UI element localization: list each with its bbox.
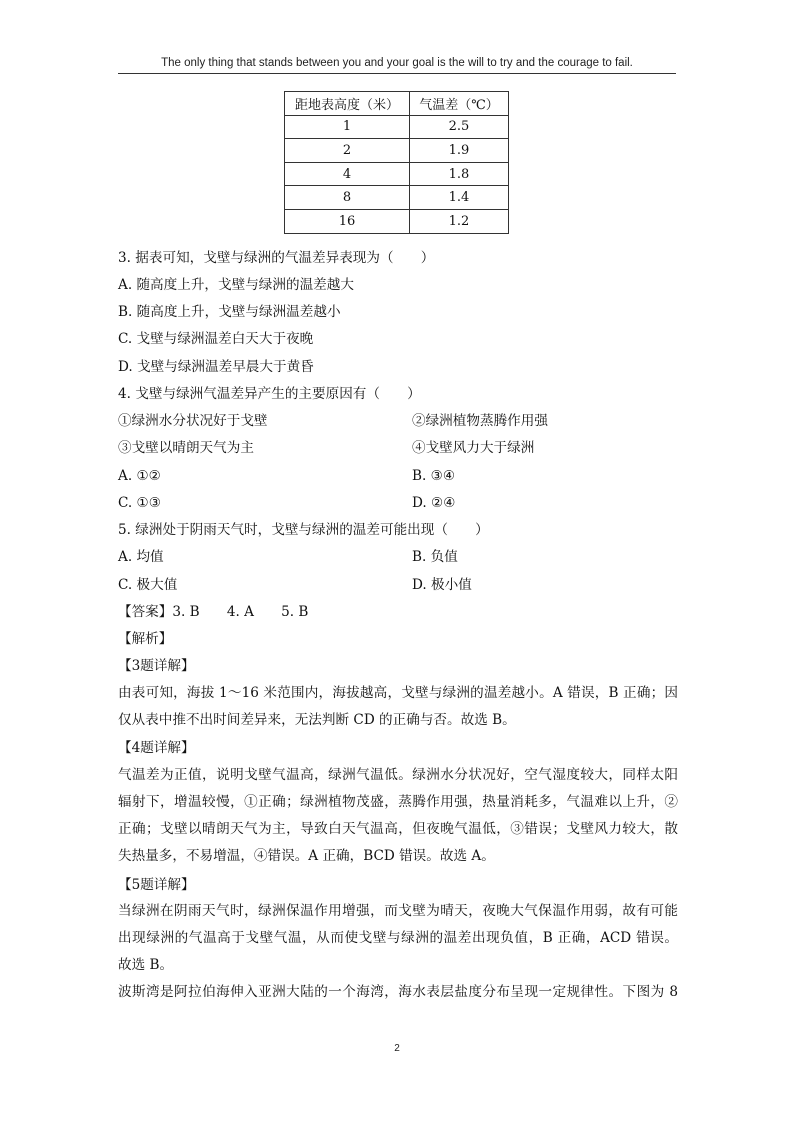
question-4-statement-4: ④戈壁风力大于绿洲 <box>412 440 535 456</box>
table-row <box>285 162 509 186</box>
question-3-option-a: A. 随高度上升，戈壁与绿洲的温差越大 <box>118 277 354 293</box>
detail-3-label: 【3题详解】 <box>118 658 195 674</box>
table-cell: 1.9 <box>410 139 509 163</box>
table-row <box>285 115 509 139</box>
detail-5-line-3: 故选 B。 <box>118 957 174 973</box>
table-cell: 2 <box>285 139 410 163</box>
answer-line: 【答案】3. B 4. A 5. B <box>118 604 309 620</box>
question-4-stem: 4. 戈壁与绿洲气温差异产生的主要原因有（ ） <box>118 386 421 402</box>
question-3-stem: 3. 据表可知，戈壁与绿洲的气温差异表现为（ ） <box>118 250 435 266</box>
question-3-option-d: D. 戈壁与绿洲温差早晨大于黄昏 <box>118 359 314 375</box>
detail-3-line-1: 由表可知，海拔 1～16 米范围内，海拔越高，戈壁与绿洲的温差越小。A 错误，B 正确；因 <box>118 685 678 701</box>
table-cell: 1 <box>285 115 410 139</box>
table-cell: 4 <box>285 162 410 186</box>
table-header-row <box>285 92 509 116</box>
question-5-option-c: C. 极大值 <box>118 577 178 593</box>
page-header-quote: The only thing that stands between you and your goal is the will to try and the courage to fail. <box>161 57 633 69</box>
question-3-option-c: C. 戈壁与绿洲温差白天大于夜晚 <box>118 331 314 347</box>
detail-3-line-2: 仅从表中推不出时间差异来，无法判断 CD 的正确与否。故选 B。 <box>118 712 516 728</box>
table-cell: 1.4 <box>410 186 509 210</box>
table-row <box>285 139 509 163</box>
table-header-height: 距地表高度（米） <box>285 92 410 116</box>
detail-4-line-1: 气温差为正值，说明戈壁气温高，绿洲气温低。绿洲水分状况好，空气湿度较大，同样太阳 <box>118 767 678 783</box>
table-header-temp-diff: 气温差（℃） <box>410 92 509 116</box>
question-4-option-d: D. ②④ <box>412 495 456 511</box>
temperature-difference-table <box>284 91 509 234</box>
table-row <box>285 186 509 210</box>
question-5-option-d: D. 极小值 <box>412 577 472 593</box>
detail-5-line-2: 出现绿洲的气温高于戈壁气温，从而使戈壁与绿洲的温差出现负值，B 正确，ACD 错误。 <box>118 930 678 946</box>
detail-5-label: 【5题详解】 <box>118 877 195 893</box>
page-number: 2 <box>394 1043 400 1054</box>
question-5-option-a: A. 均值 <box>118 549 164 565</box>
question-4-option-c: C. ①③ <box>118 495 161 511</box>
table-cell: 1.8 <box>410 162 509 186</box>
analysis-label: 【解析】 <box>118 631 173 647</box>
table-cell: 16 <box>285 209 410 233</box>
detail-4-line-3: 正确；戈壁以晴朗天气为主，导致白天气温高，但夜晚气温低，③错误；戈壁风力较大，散 <box>118 821 678 837</box>
question-4-statement-3: ③戈壁以晴朗天气为主 <box>118 440 254 456</box>
question-4-option-b: B. ③④ <box>412 468 456 484</box>
header-divider <box>118 73 676 74</box>
question-4-statement-1: ①绿洲水分状况好于戈壁 <box>118 413 268 429</box>
detail-4-label: 【4题详解】 <box>118 740 195 756</box>
table-cell: 8 <box>285 186 410 210</box>
question-4-option-a: A. ①② <box>118 468 161 484</box>
question-4-statement-2: ②绿洲植物蒸腾作用强 <box>412 413 548 429</box>
table-cell: 1.2 <box>410 209 509 233</box>
question-3-option-b: B. 随高度上升，戈壁与绿洲温差越小 <box>118 304 341 320</box>
table-row <box>285 209 509 233</box>
next-question-intro: 波斯湾是阿拉伯海伸入亚洲大陆的一个海湾，海水表层盐度分布呈现一定规律性。下图为 8 <box>118 984 678 1000</box>
detail-4-line-2: 辐射下，增温较慢，①正确；绿洲植物茂盛，蒸腾作用强，热量消耗多，气温难以上升，② <box>118 794 678 810</box>
table-cell: 2.5 <box>410 115 509 139</box>
question-5-stem: 5. 绿洲处于阴雨天气时，戈壁与绿洲的温差可能出现（ ） <box>118 522 489 538</box>
detail-5-line-1: 当绿洲在阴雨天气时，绿洲保温作用增强，而戈壁为晴天，夜晚大气保温作用弱，故有可能 <box>118 903 678 919</box>
question-5-option-b: B. 负值 <box>412 549 458 565</box>
detail-4-line-4: 失热量多，不易增温，④错误。A 正确，BCD 错误。故选 A。 <box>118 848 495 864</box>
